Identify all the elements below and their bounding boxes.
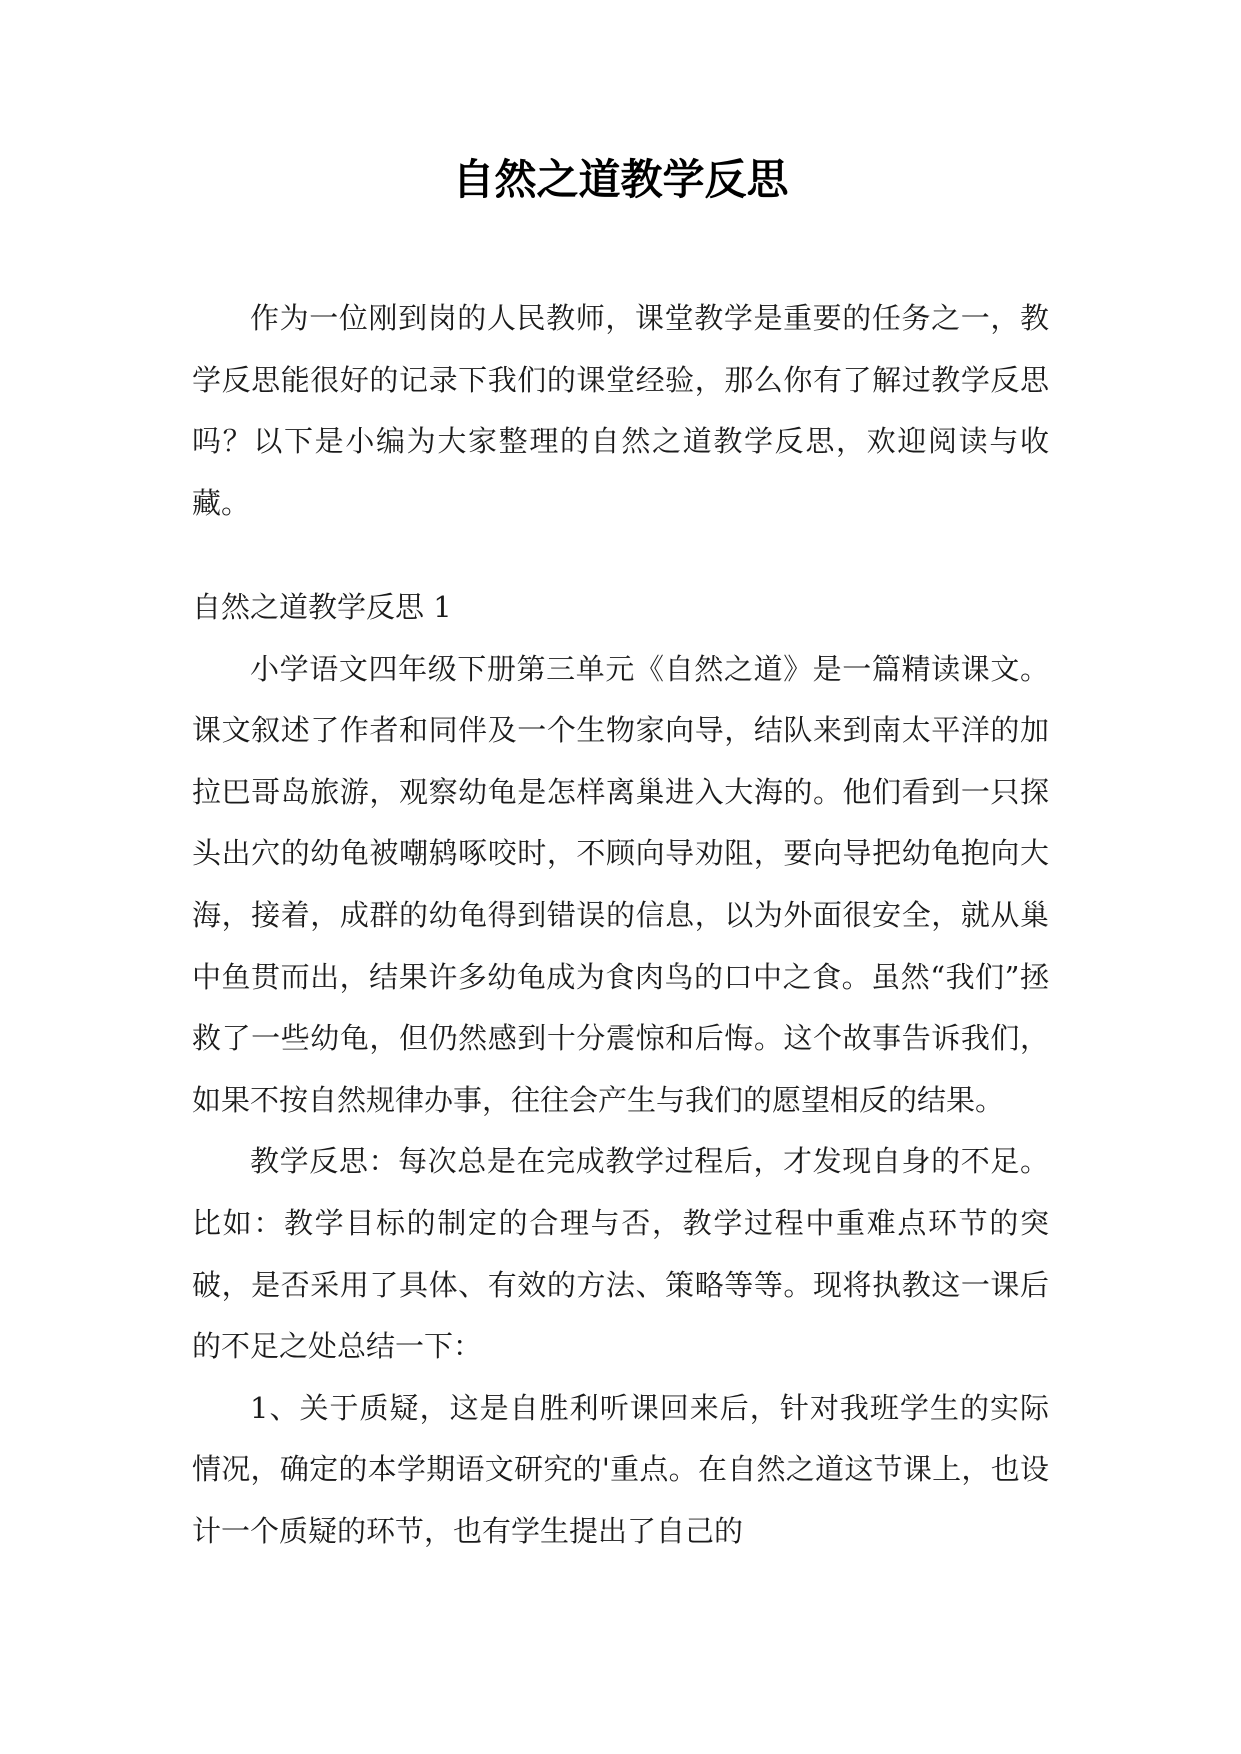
- body-paragraph: 教学反思：每次总是在完成教学过程后，才发现自身的不足。比如：教学目标的制定的合理与否，教学过程中重难点环节的突破，是否采用了具体、有效的方法、策略等等。现将执教这一课后的不足之处总结一下：: [192, 1144, 1049, 1364]
- section-heading: 自然之道教学反思 1: [192, 590, 452, 624]
- intro-paragraph: 作为一位刚到岗的人民教师，课堂教学是重要的任务之一，教学反思能很好的记录下我们的课堂经验，那么你有了解过教学反思吗？以下是小编为大家整理的自然之道教学反思，欢迎阅读与收藏。: [192, 301, 1049, 520]
- document-title: 自然之道教学反思: [452, 155, 789, 204]
- body-paragraph: 小学语文四年级下册第三单元《自然之道》是一篇精读课文。课文叙述了作者和同伴及一个生物家向导，结队来到南太平洋的加拉巴哥岛旅游，观察幼龟是怎样离巢进入大海的。他们看到一只探头出穴的幼龟被嘲鸫啄咬时，不顾向导劝阻，要向导把幼龟抱向大海，接着，成群的幼龟得到错误的信息，以为外面很安全，就从巢中鱼贯而出，结果许多幼龟成为食肉鸟的口中之食。虽然“我们”拯救了一些幼龟，但仍然感到十分震惊和后悔。这个故事告诉我们，如果不按自然规律办事，往往会产生与我们的愿望相反的结果。: [192, 651, 1049, 1117]
- intro-block: [192, 288, 1049, 534]
- body-paragraph: 1、关于质疑，这是自胜利听课回来后，针对我班学生的实际情况，确定的本学期语文研究的'重点。在自然之道这节课上，也设计一个质疑的环节，也有学生提出了自己的: [192, 1390, 1049, 1548]
- section-block: [192, 577, 1049, 1563]
